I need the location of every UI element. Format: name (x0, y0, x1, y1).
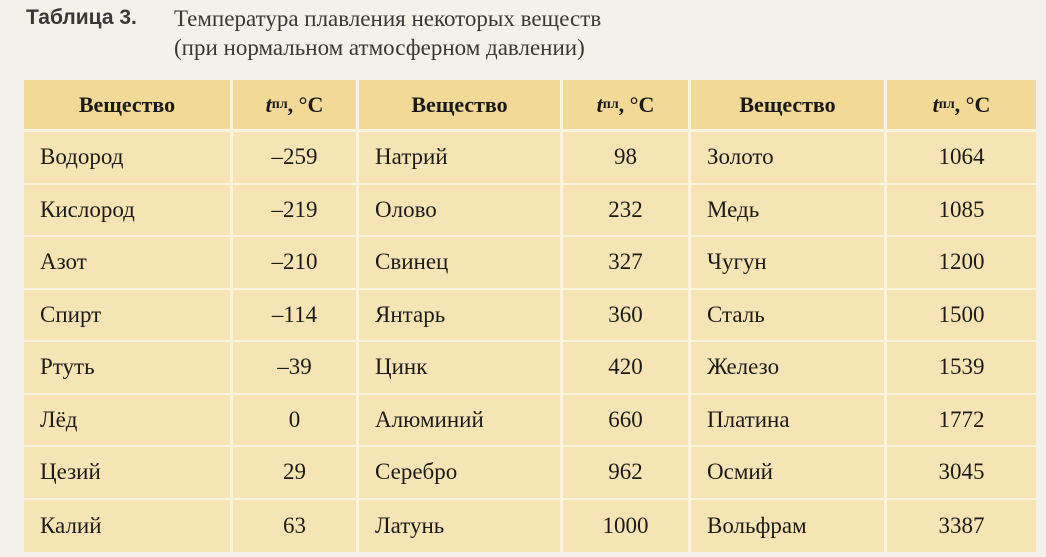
melting-temperature-value: 1500 (887, 290, 1036, 343)
melting-temperature-value: –114 (233, 290, 359, 343)
temperature-unit: , °C (618, 91, 655, 117)
substance-name: Спирт (24, 290, 233, 343)
melting-point-table (24, 80, 1036, 552)
melting-temperature-value: 63 (233, 500, 359, 553)
temperature-symbol: t (932, 91, 939, 117)
substance-name: Азот (24, 237, 233, 290)
substance-name: Цезий (24, 447, 233, 500)
melting-temperature-value: 232 (563, 185, 691, 238)
melting-temperature-value: –39 (233, 342, 359, 395)
header-substance-2: Вещество (359, 80, 563, 132)
substance-name: Янтарь (359, 290, 563, 343)
substance-name: Цинк (359, 342, 563, 395)
melting-subscript: пл (271, 96, 288, 112)
melting-temperature-value: 1539 (887, 342, 1036, 395)
header-temperature-1 (233, 80, 359, 132)
table-caption (0, 0, 1046, 78)
substance-name: Алюминий (359, 395, 563, 448)
header-substance-1: Вещество (24, 80, 233, 132)
substance-name: Чугун (691, 237, 887, 290)
melting-temperature-value: 3045 (887, 447, 1036, 500)
melting-temperature-value: 327 (563, 237, 691, 290)
table-title-line-1: Температура плавления некоторых веществ (174, 6, 602, 31)
melting-temperature-value: 1064 (887, 132, 1036, 185)
substance-name: Олово (359, 185, 563, 238)
substance-name: Медь (691, 185, 887, 238)
substance-name: Латунь (359, 500, 563, 553)
substance-name: Кислород (24, 185, 233, 238)
melting-temperature-value: 0 (233, 395, 359, 448)
substance-name: Осмий (691, 447, 887, 500)
temperature-symbol: t (596, 91, 603, 117)
table-grid (24, 80, 1036, 552)
substance-name: Свинец (359, 237, 563, 290)
substance-name: Ртуть (24, 342, 233, 395)
melting-temperature-value: 1000 (563, 500, 691, 553)
melting-temperature-value: 360 (563, 290, 691, 343)
substance-name: Платина (691, 395, 887, 448)
melting-temperature-value: 420 (563, 342, 691, 395)
substance-name: Лёд (24, 395, 233, 448)
melting-temperature-value: –259 (233, 132, 359, 185)
table-title (174, 4, 601, 62)
temperature-unit: , °C (287, 91, 324, 117)
melting-subscript: пл (938, 96, 955, 112)
melting-temperature-value: 1200 (887, 237, 1036, 290)
table-number-label: Таблица 3. (26, 6, 137, 29)
substance-name: Водород (24, 132, 233, 185)
substance-name: Железо (691, 342, 887, 395)
substance-name: Натрий (359, 132, 563, 185)
header-temperature-2 (563, 80, 691, 132)
substance-name: Золото (691, 132, 887, 185)
header-temperature-3 (887, 80, 1036, 132)
melting-subscript: пл (602, 96, 619, 112)
melting-temperature-value: 660 (563, 395, 691, 448)
temperature-unit: , °C (954, 91, 991, 117)
header-substance-3: Вещество (691, 80, 887, 132)
temperature-symbol: t (265, 91, 272, 117)
melting-temperature-value: 98 (563, 132, 691, 185)
melting-temperature-value: 962 (563, 447, 691, 500)
melting-temperature-value: 1772 (887, 395, 1036, 448)
melting-temperature-value: 29 (233, 447, 359, 500)
substance-name: Вольфрам (691, 500, 887, 553)
melting-temperature-value: –210 (233, 237, 359, 290)
substance-name: Калий (24, 500, 233, 553)
substance-name: Серебро (359, 447, 563, 500)
table-title-line-2: (при нормальном атмосферном давлении) (174, 35, 585, 60)
substance-name: Сталь (691, 290, 887, 343)
melting-temperature-value: –219 (233, 185, 359, 238)
melting-temperature-value: 3387 (938, 512, 985, 538)
melting-temperature-value: 1085 (887, 185, 1036, 238)
